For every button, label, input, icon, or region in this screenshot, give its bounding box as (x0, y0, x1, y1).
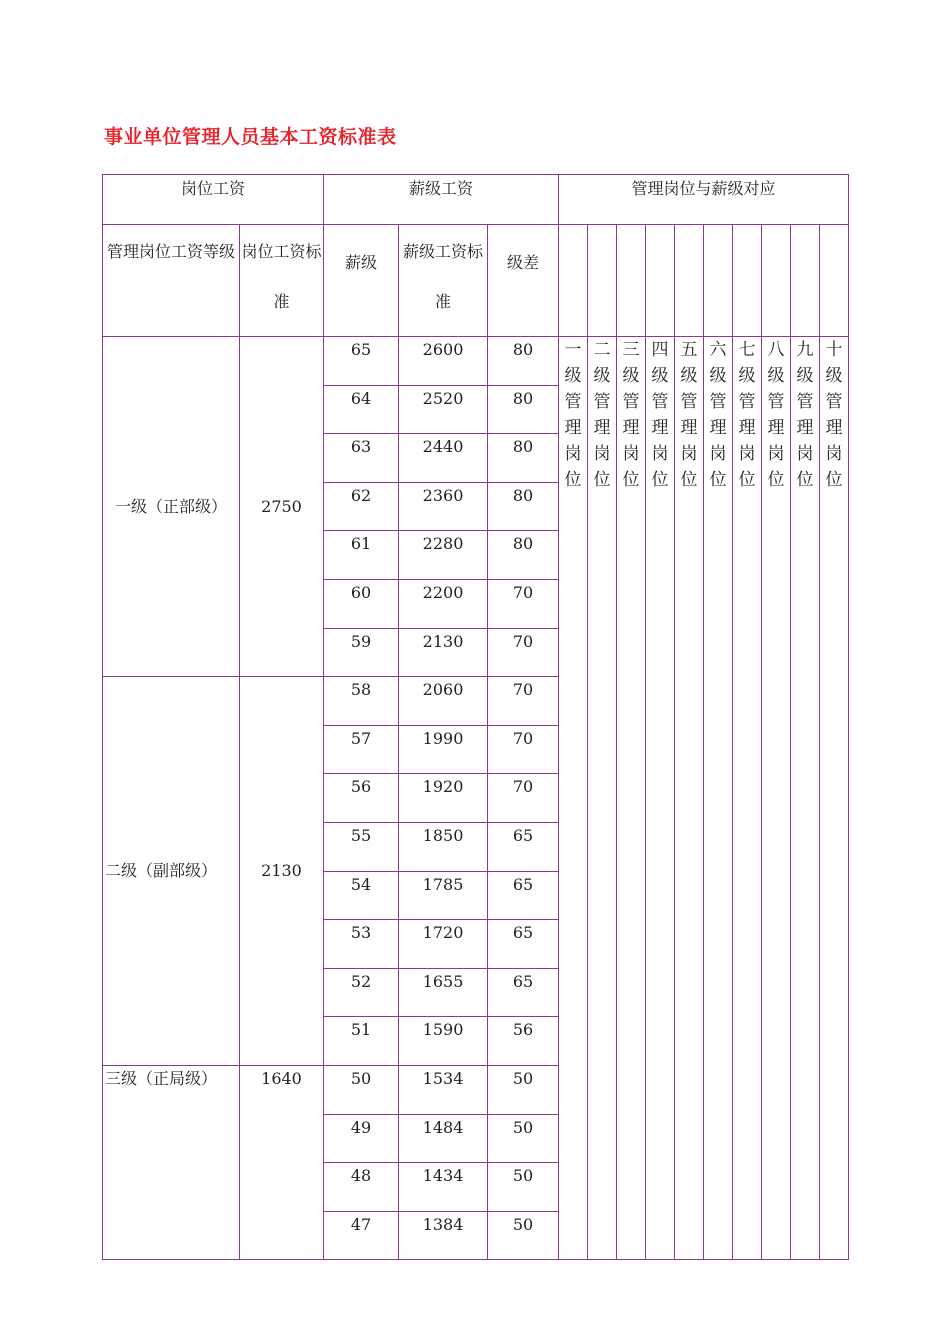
cell-level: 50 (324, 1065, 399, 1114)
cell-std: 1434 (399, 1163, 488, 1212)
cell-std: 1990 (399, 725, 488, 774)
cell-level: 49 (324, 1114, 399, 1163)
mapping-char: 理 (767, 418, 785, 438)
mapping-char: 八 (767, 340, 785, 360)
mapping-char: 位 (564, 470, 582, 490)
cell-level: 61 (324, 531, 399, 580)
cell-std: 1785 (399, 871, 488, 920)
mapping-char: 位 (651, 470, 669, 490)
grade-label: 一级（正部级） (103, 337, 240, 677)
header-level-standard (399, 225, 488, 337)
mapping-char: 五 (680, 340, 698, 360)
header-salary-level-wage: 薪级工资 (324, 175, 559, 225)
cell-diff: 80 (488, 482, 559, 531)
cell-std: 2060 (399, 677, 488, 726)
cell-level: 58 (324, 677, 399, 726)
mapping-char: 七 (738, 340, 756, 360)
table-row (103, 337, 849, 386)
cell-diff: 50 (488, 1163, 559, 1212)
mapping-position-column (704, 337, 733, 1260)
cell-std: 2440 (399, 434, 488, 483)
grade-standard: 1640 (240, 1065, 324, 1259)
mapping-char: 岗 (564, 444, 582, 464)
header-diff-label: 级差 (507, 253, 540, 272)
mapping-char: 三 (622, 340, 640, 360)
mapping-char: 管 (738, 392, 756, 412)
cell-std: 2520 (399, 385, 488, 434)
cell-level: 57 (324, 725, 399, 774)
mapping-position-column (820, 337, 849, 1260)
cell-level: 56 (324, 774, 399, 823)
mapping-header-cell (617, 225, 646, 337)
mapping-char: 十 (825, 340, 843, 360)
cell-std: 1655 (399, 968, 488, 1017)
cell-level: 47 (324, 1211, 399, 1260)
mapping-char: 岗 (680, 444, 698, 464)
cell-diff: 70 (488, 774, 559, 823)
mapping-char: 位 (680, 470, 698, 490)
mapping-char: 岗 (825, 444, 843, 464)
mapping-char: 位 (709, 470, 727, 490)
mapping-header-cell (733, 225, 762, 337)
cell-std: 2130 (399, 628, 488, 677)
header-standard (240, 225, 324, 337)
header-position-wage: 岗位工资 (103, 175, 324, 225)
mapping-char: 级 (593, 366, 611, 386)
grade-standard: 2750 (240, 337, 324, 677)
cell-diff: 56 (488, 1017, 559, 1066)
header-grade-label: 管理岗位工资等级 (106, 242, 235, 261)
mapping-char: 岗 (593, 444, 611, 464)
mapping-char: 级 (738, 366, 756, 386)
cell-level: 54 (324, 871, 399, 920)
mapping-char: 位 (622, 470, 640, 490)
mapping-position-column (559, 337, 588, 1260)
grade-standard: 2130 (240, 677, 324, 1066)
cell-std: 2200 (399, 579, 488, 628)
mapping-char: 理 (825, 418, 843, 438)
cell-std: 1484 (399, 1114, 488, 1163)
mapping-char: 岗 (767, 444, 785, 464)
mapping-position-column (791, 337, 820, 1260)
mapping-position-column (588, 337, 617, 1260)
mapping-char: 理 (651, 418, 669, 438)
mapping-char: 管 (622, 392, 640, 412)
mapping-char: 管 (651, 392, 669, 412)
cell-level: 51 (324, 1017, 399, 1066)
cell-level: 63 (324, 434, 399, 483)
cell-diff: 70 (488, 725, 559, 774)
mapping-header-cell (559, 225, 588, 337)
mapping-char: 岗 (796, 444, 814, 464)
mapping-char: 级 (622, 366, 640, 386)
mapping-position-column (733, 337, 762, 1260)
cell-std: 2600 (399, 337, 488, 386)
mapping-char: 六 (709, 340, 727, 360)
mapping-header-cell (675, 225, 704, 337)
header-level (324, 225, 399, 337)
mapping-header-cell (704, 225, 733, 337)
mapping-char: 理 (622, 418, 640, 438)
mapping-char: 管 (564, 392, 582, 412)
mapping-position-column (617, 337, 646, 1260)
mapping-char: 级 (796, 366, 814, 386)
cell-std: 2280 (399, 531, 488, 580)
page-title: 事业单位管理人员基本工资标准表 (104, 126, 397, 148)
cell-std: 1534 (399, 1065, 488, 1114)
cell-diff: 70 (488, 628, 559, 677)
header-mapping: 管理岗位与薪级对应 (559, 175, 849, 225)
cell-level: 59 (324, 628, 399, 677)
cell-std: 1384 (399, 1211, 488, 1260)
cell-level: 64 (324, 385, 399, 434)
mapping-header-cell (791, 225, 820, 337)
mapping-char: 二 (593, 340, 611, 360)
mapping-char: 位 (767, 470, 785, 490)
mapping-char: 位 (796, 470, 814, 490)
cell-diff: 80 (488, 531, 559, 580)
mapping-char: 级 (709, 366, 727, 386)
header-standard-label: 岗位工资标准 (241, 242, 322, 311)
mapping-char: 管 (709, 392, 727, 412)
mapping-char: 级 (651, 366, 669, 386)
mapping-char: 位 (825, 470, 843, 490)
cell-level: 55 (324, 822, 399, 871)
mapping-char: 理 (593, 418, 611, 438)
cell-diff: 65 (488, 871, 559, 920)
mapping-char: 一 (564, 340, 582, 360)
mapping-header-cell (646, 225, 675, 337)
cell-level: 53 (324, 920, 399, 969)
mapping-char: 级 (564, 366, 582, 386)
cell-diff: 65 (488, 968, 559, 1017)
mapping-header-cell (820, 225, 849, 337)
mapping-char: 理 (680, 418, 698, 438)
cell-diff: 50 (488, 1065, 559, 1114)
mapping-char: 级 (680, 366, 698, 386)
mapping-char: 管 (680, 392, 698, 412)
mapping-char: 级 (767, 366, 785, 386)
mapping-char: 岗 (709, 444, 727, 464)
mapping-char: 四 (651, 340, 669, 360)
cell-diff: 50 (488, 1211, 559, 1260)
mapping-char: 管 (796, 392, 814, 412)
cell-diff: 70 (488, 677, 559, 726)
cell-std: 2360 (399, 482, 488, 531)
header-level-label: 薪级 (345, 253, 378, 272)
header-diff (488, 225, 559, 337)
cell-diff: 70 (488, 579, 559, 628)
grade-label: 三级（正局级） (103, 1065, 240, 1259)
mapping-char: 理 (709, 418, 727, 438)
cell-level: 62 (324, 482, 399, 531)
mapping-position-column (646, 337, 675, 1260)
grade-label: 二级（副部级） (103, 677, 240, 1066)
cell-diff: 65 (488, 920, 559, 969)
mapping-position-column (762, 337, 791, 1260)
cell-diff: 80 (488, 337, 559, 386)
cell-diff: 65 (488, 822, 559, 871)
cell-std: 1720 (399, 920, 488, 969)
mapping-header-cell (588, 225, 617, 337)
cell-level: 60 (324, 579, 399, 628)
cell-level: 52 (324, 968, 399, 1017)
mapping-char: 位 (593, 470, 611, 490)
mapping-char: 位 (738, 470, 756, 490)
mapping-char: 九 (796, 340, 814, 360)
mapping-char: 岗 (651, 444, 669, 464)
cell-std: 1590 (399, 1017, 488, 1066)
mapping-char: 管 (825, 392, 843, 412)
cell-std: 1920 (399, 774, 488, 823)
mapping-char: 理 (796, 418, 814, 438)
cell-diff: 80 (488, 434, 559, 483)
mapping-char: 管 (767, 392, 785, 412)
cell-level: 65 (324, 337, 399, 386)
mapping-char: 理 (564, 418, 582, 438)
mapping-char: 岗 (738, 444, 756, 464)
mapping-char: 岗 (622, 444, 640, 464)
salary-table (102, 174, 849, 1260)
mapping-char: 理 (738, 418, 756, 438)
cell-diff: 80 (488, 385, 559, 434)
cell-level: 48 (324, 1163, 399, 1212)
mapping-header-cell (762, 225, 791, 337)
header-level-standard-label: 薪级工资标准 (403, 242, 484, 311)
cell-diff: 50 (488, 1114, 559, 1163)
mapping-char: 管 (593, 392, 611, 412)
header-grade (103, 225, 240, 337)
mapping-char: 级 (825, 366, 843, 386)
mapping-position-column (675, 337, 704, 1260)
cell-std: 1850 (399, 822, 488, 871)
